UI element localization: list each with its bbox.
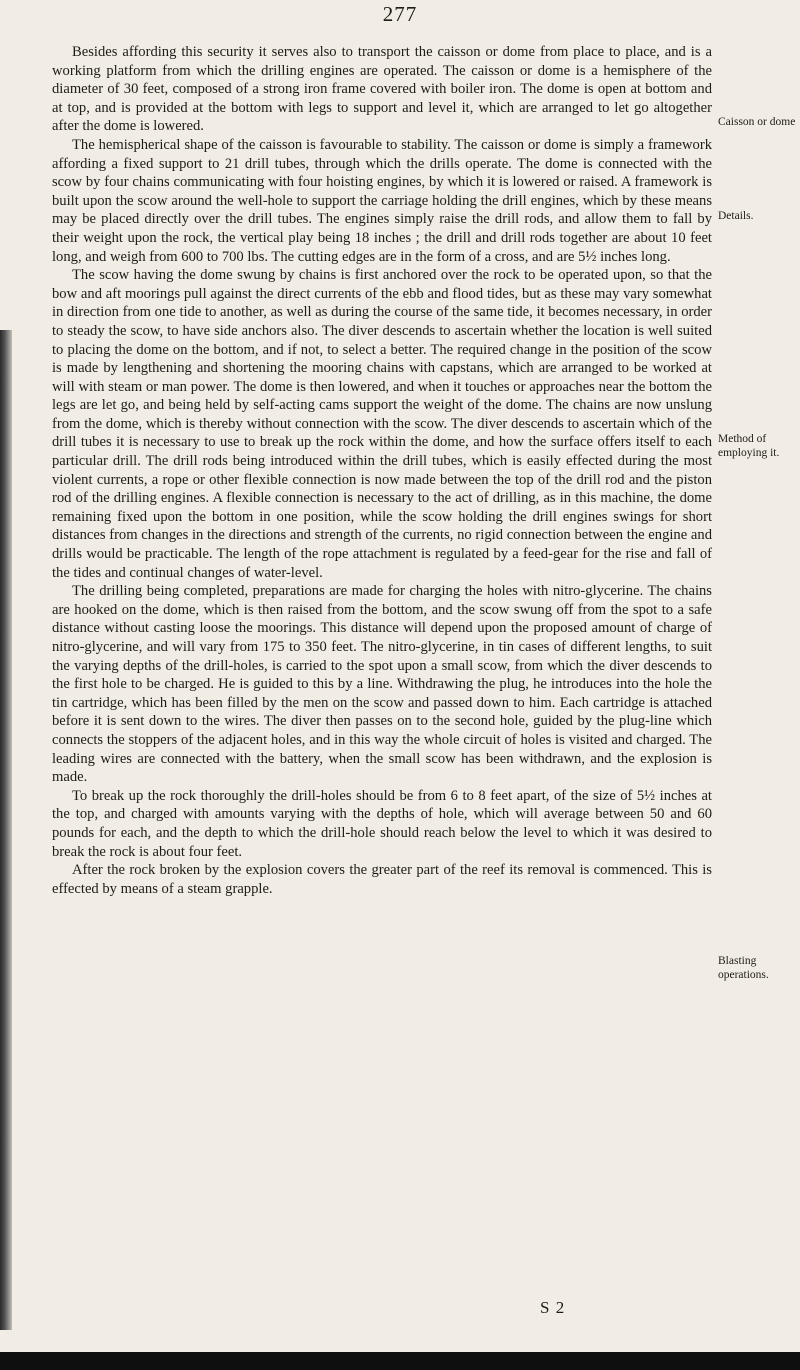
- page-number: 277: [382, 2, 418, 26]
- paragraph-details: The hemispherical shape of the caisson is favourable to stability. The caisson or dome is simply a framework affording a fixed support to 21 drill tubes, through which the drills operate. The dome is connected with the scow by four chains communicating with four hoisting engines, by which it is lowered or raised. A framework is built upon the scow around the well-hole to support the carriage holding the drill engines, which by these means may be placed directly over the drill tubes. The engines simply raise the drill rods, and allow them to fall by their weight upon the rock, the vertical play being 18 inches ; the drill and drill rods together are about 10 feet long, and weigh from 600 to 700 lbs. The cutting edges are in the form of a cross, and are 5½ inches long.: [52, 136, 712, 265]
- sidenote-caisson-or-dome: Caisson or dome: [718, 116, 796, 128]
- paragraph-removal: After the rock broken by the explosion covers the greater part of the reef its removal is commenced. This is effected by means of a steam grapple.: [52, 862, 712, 897]
- paragraph-blasting: The drilling being completed, preparations are made for charging the holes with nitro-glycerine. The chains are hooked on the dome, which is then raised from the bottom, and the scow swung off from the spot to a safe distance without casting loose the moorings. This distance will depend upon the proposed amount of charge of nitro-glycerine, and will vary from 175 to 350 feet. The nitro-glycerine, in tin cases of different lengths, to suit the varying depths of the drill-holes, is carried to the spot upon a small scow, from which the diver descends to the first hole to be charged. He is guided to this by a line. Withdrawing the plug, he introduces into the hole the tin cartridge, which has been filled by the men on the scow and passed down to him. Each cartridge is attached before it is sent down to the wires. The diver then passes on to the second hole, guided by the plug-line which connects the stoppers of the adjacent holes, and in this way the whole circuit of holes is visited and charged. The leading wires are connected with the battery, when the small scow has been withdrawn, and the explosion is made.: [52, 583, 712, 786]
- paragraph-method: The scow having the dome swung by chains is first anchored over the rock to be operated upon, so that the bow and aft moorings pull against the direct currents of the ebb and flood tides, but as these may vary somewhat in direction from one tide to another, as well as during the course of the same tide, it becomes necessary, in order to steady the scow, to have side anchors also. The diver descends to ascertain whether the location is well suited to placing the dome on the bottom, and if not, to select a better. The required change in the position of the scow is made by lengthening and shortening the mooring chains with capstans, which are arranged to be worked at will with steam or man power. The dome is then lowered, and when it touches or approaches near the bottom the legs are let go, and being held by self-acting cams support the weight of the dome. The chains are now unslung from the dome, which is thereby without connection with the scow. The diver descends to ascertain which of the drill tubes it is necessary to use to break up the rock within the dome, and how the surface offers itself to each particular drill. The drill rods being introduced within the drill tubes, which is easily effected during the most violent currents, a rope or other flexible connection is now made between the top of the drill rod and the piston rod of the drilling engines. A flexible connection is necessary to the act of drilling, as in this machine, the dome remaining fixed upon the bottom in one position, while the scow holding the drill engines swings for short distances from changes in the directions and strength of the currents, no rigid connection between the engine and drills would be practicable. The length of the rope attachment is regulated by a feed-gear for the rise and fall of the tides and continual changes of water-level.: [52, 267, 712, 581]
- page-binding-shadow: [0, 330, 12, 1330]
- sidenote-blasting: Blasting: [718, 955, 757, 967]
- sidenote-operations: operations.: [718, 969, 769, 981]
- sidenote-employing-it: employing it.: [718, 447, 780, 459]
- sidenote-details: Details.: [718, 210, 754, 222]
- paragraph-drill-spacing: To break up the rock thoroughly the drill-holes should be from 6 to 8 feet apart, of the size of 5½ inches at the top, and charged with amounts varying with the depths of hole, which will average between 50 and 60 pounds for each, and the depth to which the drill-hole should reach below the level to which it was desired to break the rock is about four feet.: [52, 787, 712, 860]
- main-text-column: [52, 43, 712, 898]
- signature-mark: S 2: [540, 1298, 566, 1317]
- paragraph-transport: Besides affording this security it serves also to transport the caisson or dome from place to place, and is a working platform from which the drilling engines are operated. The caisson or dome is a hemisphere of the diameter of 30 feet, composed of a strong iron frame covered with boiler iron. The dome is open at bottom and at top, and is provided at the bottom with legs to support and level it, which are arranged to let go altogether after the dome is lowered.: [52, 44, 712, 135]
- sidenote-method-of: Method of: [718, 433, 767, 445]
- bottom-edge-band: [0, 1352, 800, 1370]
